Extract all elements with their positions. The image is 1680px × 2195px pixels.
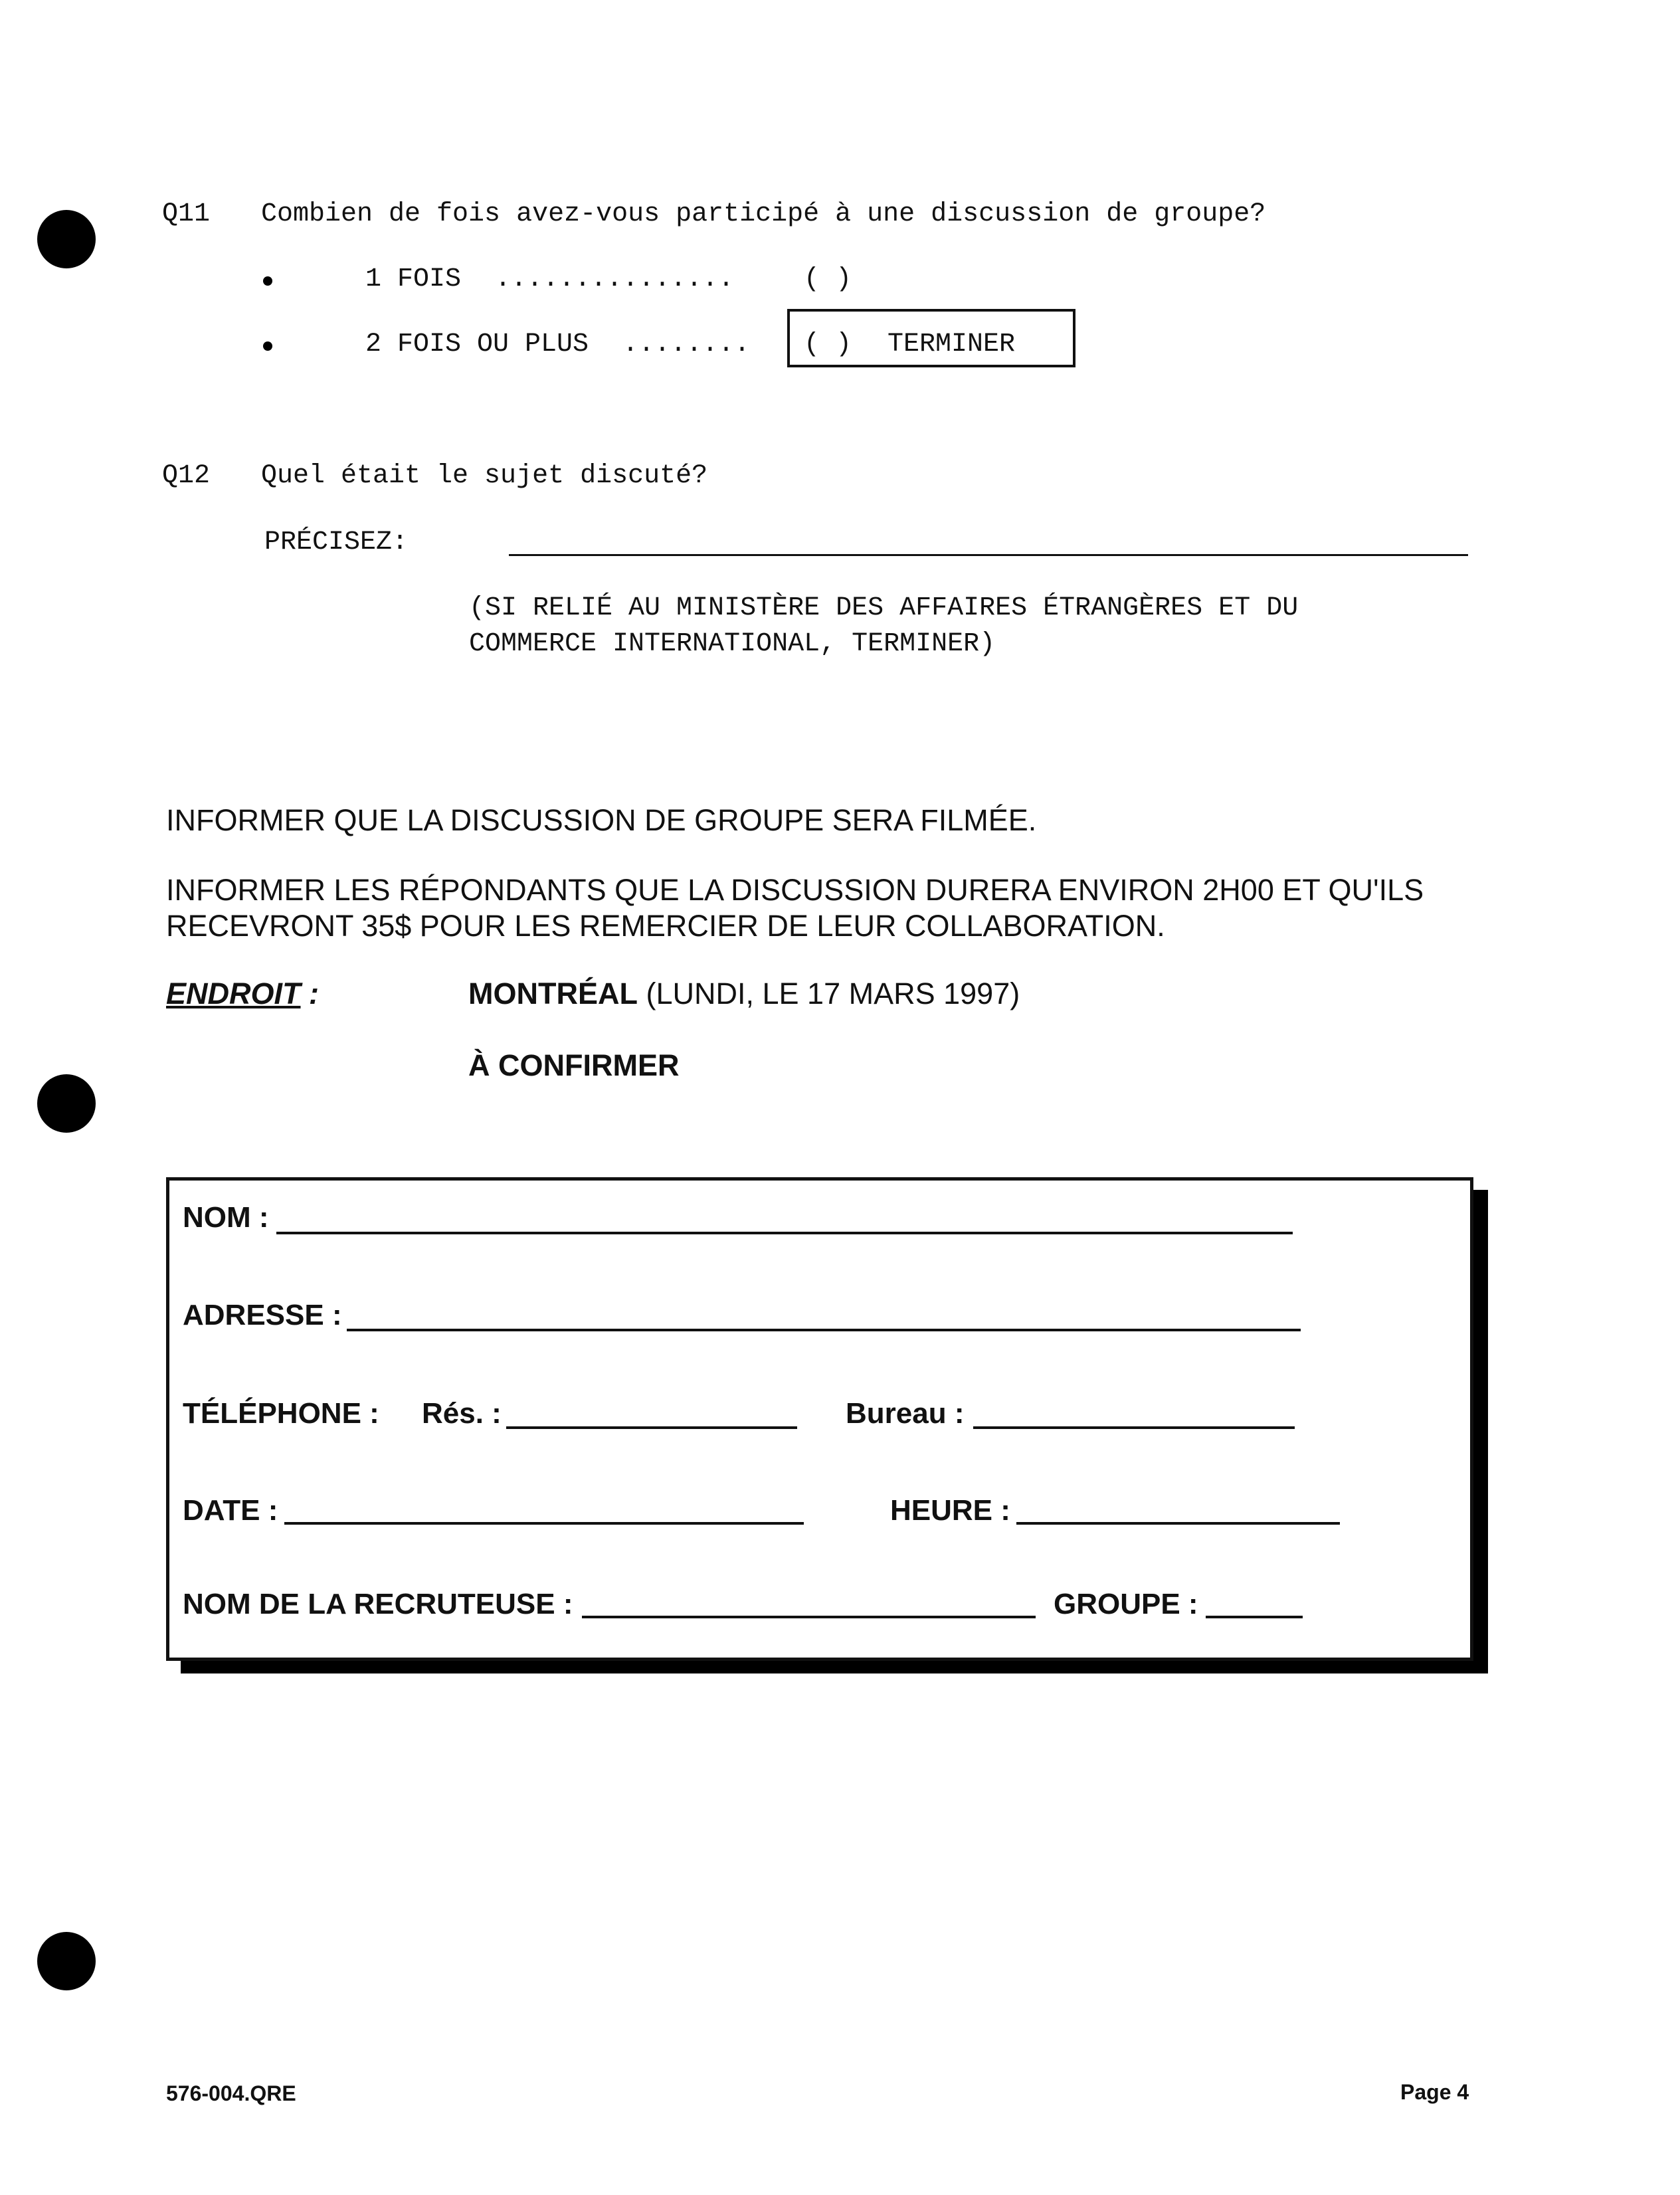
bullet-icon [263,341,272,351]
location-label-colon: : [300,977,319,1010]
question-text: Quel était le sujet discuté? [261,461,708,491]
form-date-label: DATE : [183,1494,278,1527]
form-date-field[interactable] [284,1522,804,1525]
footer-file-code: 576-004.QRE [166,2081,296,2105]
location-confirm: À CONFIRMER [468,1048,680,1082]
form-adresse-label: ADRESSE : [183,1299,342,1331]
binder-hole-bottom [37,1932,96,1990]
terminate-note-line1: (SI RELIÉ AU MINISTÈRE DES AFFAIRES ÉTRANGÈRES ET DU [469,593,1299,623]
form-groupe-field[interactable] [1206,1616,1303,1618]
form-nom-field[interactable] [276,1232,1293,1234]
form-groupe-label: GROUPE : [1054,1588,1198,1620]
terminate-note-line2: COMMERCE INTERNATIONAL, TERMINER) [469,629,996,659]
form-recruteuse-field[interactable] [582,1616,1036,1618]
option-leader-dots: ........ [622,330,751,359]
form-bureau-label: Bureau : [846,1397,965,1430]
terminate-label: TERMINER [887,330,1016,359]
location-date: (LUNDI, LE 17 MARS 1997) [637,977,1020,1010]
form-heure-field[interactable] [1016,1522,1340,1525]
location-label-text: ENDROIT [166,977,301,1010]
question-number: Q12 [162,461,211,491]
form-heure-label: HEURE : [890,1494,1010,1527]
option-leader-dots: ............... [495,264,735,294]
binder-hole-middle [37,1074,96,1133]
option-label: 2 FOIS OU PLUS [365,330,589,359]
form-bureau-field[interactable] [973,1426,1295,1429]
footer-page-number: Page 4 [1400,2080,1469,2104]
option-checkbox[interactable]: ( ) [804,264,852,294]
instruction-duration-line2: RECEVRONT 35$ POUR LES REMERCIER DE LEUR COLLABORATION. [166,909,1165,943]
instruction-duration-line1: INFORMER LES RÉPONDANTS QUE LA DISCUSSION DURERA ENVIRON 2H00 ET QU'ILS [166,873,1424,907]
location-city: MONTRÉAL [468,977,638,1010]
form-nom-label: NOM : [183,1201,269,1234]
question-text: Combien de fois avez-vous participé à une discussion de groupe? [261,199,1266,229]
precisez-label: PRÉCISEZ: [264,527,409,557]
question-number: Q11 [162,199,211,229]
form-res-field[interactable] [506,1426,797,1429]
form-res-label: Rés. : [422,1397,502,1430]
precisez-answer-line[interactable] [509,554,1468,556]
binder-hole-top [37,210,96,268]
option-label: 1 FOIS [365,264,462,294]
location-label [166,977,319,1011]
location-value [468,977,1020,1011]
bullet-icon [263,276,272,286]
form-recruteuse-label: NOM DE LA RECRUTEUSE : [183,1588,573,1620]
option-checkbox[interactable]: ( ) [804,330,852,359]
form-adresse-field[interactable] [347,1329,1301,1331]
instruction-filmed: INFORMER QUE LA DISCUSSION DE GROUPE SERA FILMÉE. [166,803,1037,837]
form-telephone-label: TÉLÉPHONE : [183,1397,379,1430]
